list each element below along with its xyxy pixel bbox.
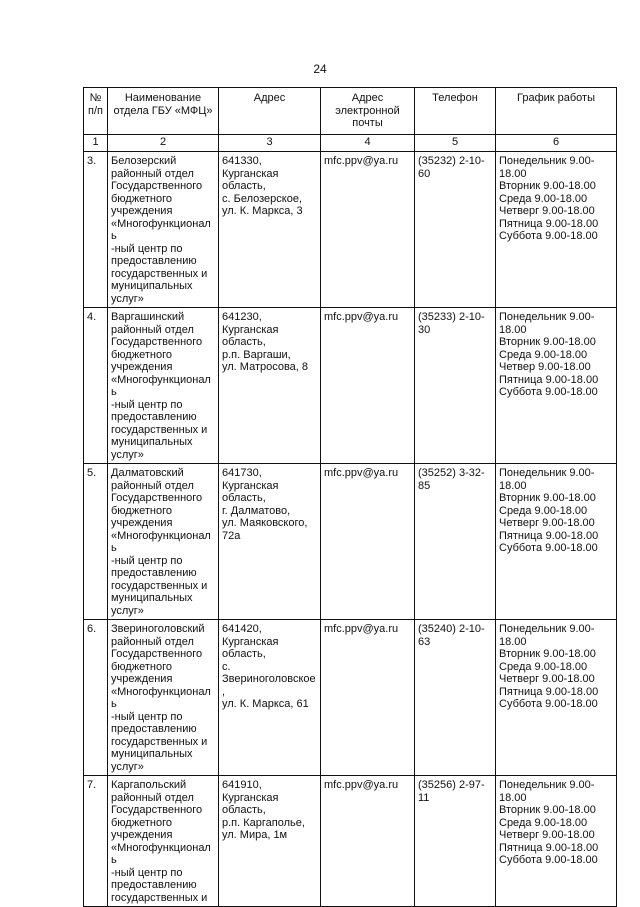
table-row bbox=[84, 776, 617, 907]
column-number-row bbox=[84, 135, 617, 152]
table-row bbox=[84, 152, 617, 308]
office-phone: (35256) 2-97- 11 bbox=[415, 776, 496, 907]
table-row bbox=[84, 620, 617, 776]
column-number: 6 bbox=[496, 135, 617, 152]
office-name: Далматовский районный отдел Государственного бюджетного учреждения «Многофункциональ -ный центр по предоставлению государственных и муниципальных услуг» bbox=[108, 464, 219, 620]
column-number: 5 bbox=[415, 135, 496, 152]
office-phone: (35252) 3-32- 85 bbox=[415, 464, 496, 620]
table-header-row bbox=[84, 88, 617, 135]
office-phone: (35233) 2-10- 30 bbox=[415, 308, 496, 464]
header-num: № п/п bbox=[84, 88, 108, 135]
office-address: 641730, Курганская область, г. Далматово, ул. Маяковского, 72а bbox=[219, 464, 321, 620]
office-schedule: Понедельник 9.00- 18.00 Вторник 9.00-18.00 Среда 9.00-18.00 Четверг 9.00-18.00 Пятница 9.00-18.00 Суббота 9.00-18.00 bbox=[496, 464, 617, 620]
column-number: 4 bbox=[321, 135, 415, 152]
header-phone: Телефон bbox=[415, 88, 496, 135]
office-name: Белозерский районный отдел Государственного бюджетного учреждения «Многофункциональ -ный центр по предоставлению государственных и муниципальных услуг» bbox=[108, 152, 219, 308]
row-number: 4. bbox=[84, 308, 108, 464]
office-schedule: Понедельник 9.00- 18.00 Вторник 9.00-18.00 Среда 9.00-18.00 Четверг 9.00-18.00 Пятница 9.00-18.00 Суббота 9.00-18.00 bbox=[496, 776, 617, 907]
office-schedule: Понедельник 9.00- 18.00 Вторник 9.00-18.00 Среда 9.00-18.00 Четвер 9.00-18.00 Пятница 9.00-18.00 Суббота 9.00-18.00 bbox=[496, 308, 617, 464]
office-email: mfc.ppv@ya.ru bbox=[321, 152, 415, 308]
row-number: 6. bbox=[84, 620, 108, 776]
column-number: 1 bbox=[84, 135, 108, 152]
office-email: mfc.ppv@ya.ru bbox=[321, 464, 415, 620]
office-address: 641230, Курганская область, р.п. Варгаши, ул. Матросова, 8 bbox=[219, 308, 321, 464]
table-row bbox=[84, 308, 617, 464]
row-number: 5. bbox=[84, 464, 108, 620]
office-email: mfc.ppv@ya.ru bbox=[321, 776, 415, 907]
office-address: 641330, Курганская область, с. Белозерское, ул. К. Маркса, 3 bbox=[219, 152, 321, 308]
header-address: Адрес bbox=[219, 88, 321, 135]
office-phone: (35240) 2-10- 63 bbox=[415, 620, 496, 776]
mfc-offices-table bbox=[83, 87, 617, 907]
header-name: Наименование отдела ГБУ «МФЦ» bbox=[108, 88, 219, 135]
office-email: mfc.ppv@ya.ru bbox=[321, 308, 415, 464]
office-name: Варгашинский районный отдел Государственного бюджетного учреждения «Многофункциональ -ный центр по предоставлению государственных и муниципальных услуг» bbox=[108, 308, 219, 464]
office-address: 641420, Курганская область, с. Звериноголовское, ул. К. Маркса, 61 bbox=[219, 620, 321, 776]
office-name: Звериноголовский районный отдел Государственного бюджетного учреждения «Многофункциональ -ный центр по предоставлению государственных и муниципальных услуг» bbox=[108, 620, 219, 776]
office-name: Каргапольский районный отдел Государственного бюджетного учреждения «Многофункциональ -ный центр по предоставлению государственных и bbox=[108, 776, 219, 907]
page-number: 24 bbox=[313, 62, 327, 76]
row-number: 7. bbox=[84, 776, 108, 907]
office-phone: (35232) 2-10- 60 bbox=[415, 152, 496, 308]
header-email: Адрес электронной почты bbox=[321, 88, 415, 135]
office-schedule: Понедельник 9.00- 18.00 Вторник 9.00-18.00 Среда 9.00-18.00 Четверг 9.00-18.00 Пятница 9.00-18.00 Суббота 9.00-18.00 bbox=[496, 620, 617, 776]
office-address: 641910, Курганская область, р.п. Каргаполье, ул. Мира, 1м bbox=[219, 776, 321, 907]
table-row bbox=[84, 464, 617, 620]
office-schedule: Понедельник 9.00- 18.00 Вторник 9.00-18.00 Среда 9.00-18.00 Четверг 9.00-18.00 Пятница 9.00-18.00 Суббота 9.00-18.00 bbox=[496, 152, 617, 308]
row-number: 3. bbox=[84, 152, 108, 308]
header-schedule: График работы bbox=[496, 88, 617, 135]
office-email: mfc.ppv@ya.ru bbox=[321, 620, 415, 776]
column-number: 3 bbox=[219, 135, 321, 152]
column-number: 2 bbox=[108, 135, 219, 152]
